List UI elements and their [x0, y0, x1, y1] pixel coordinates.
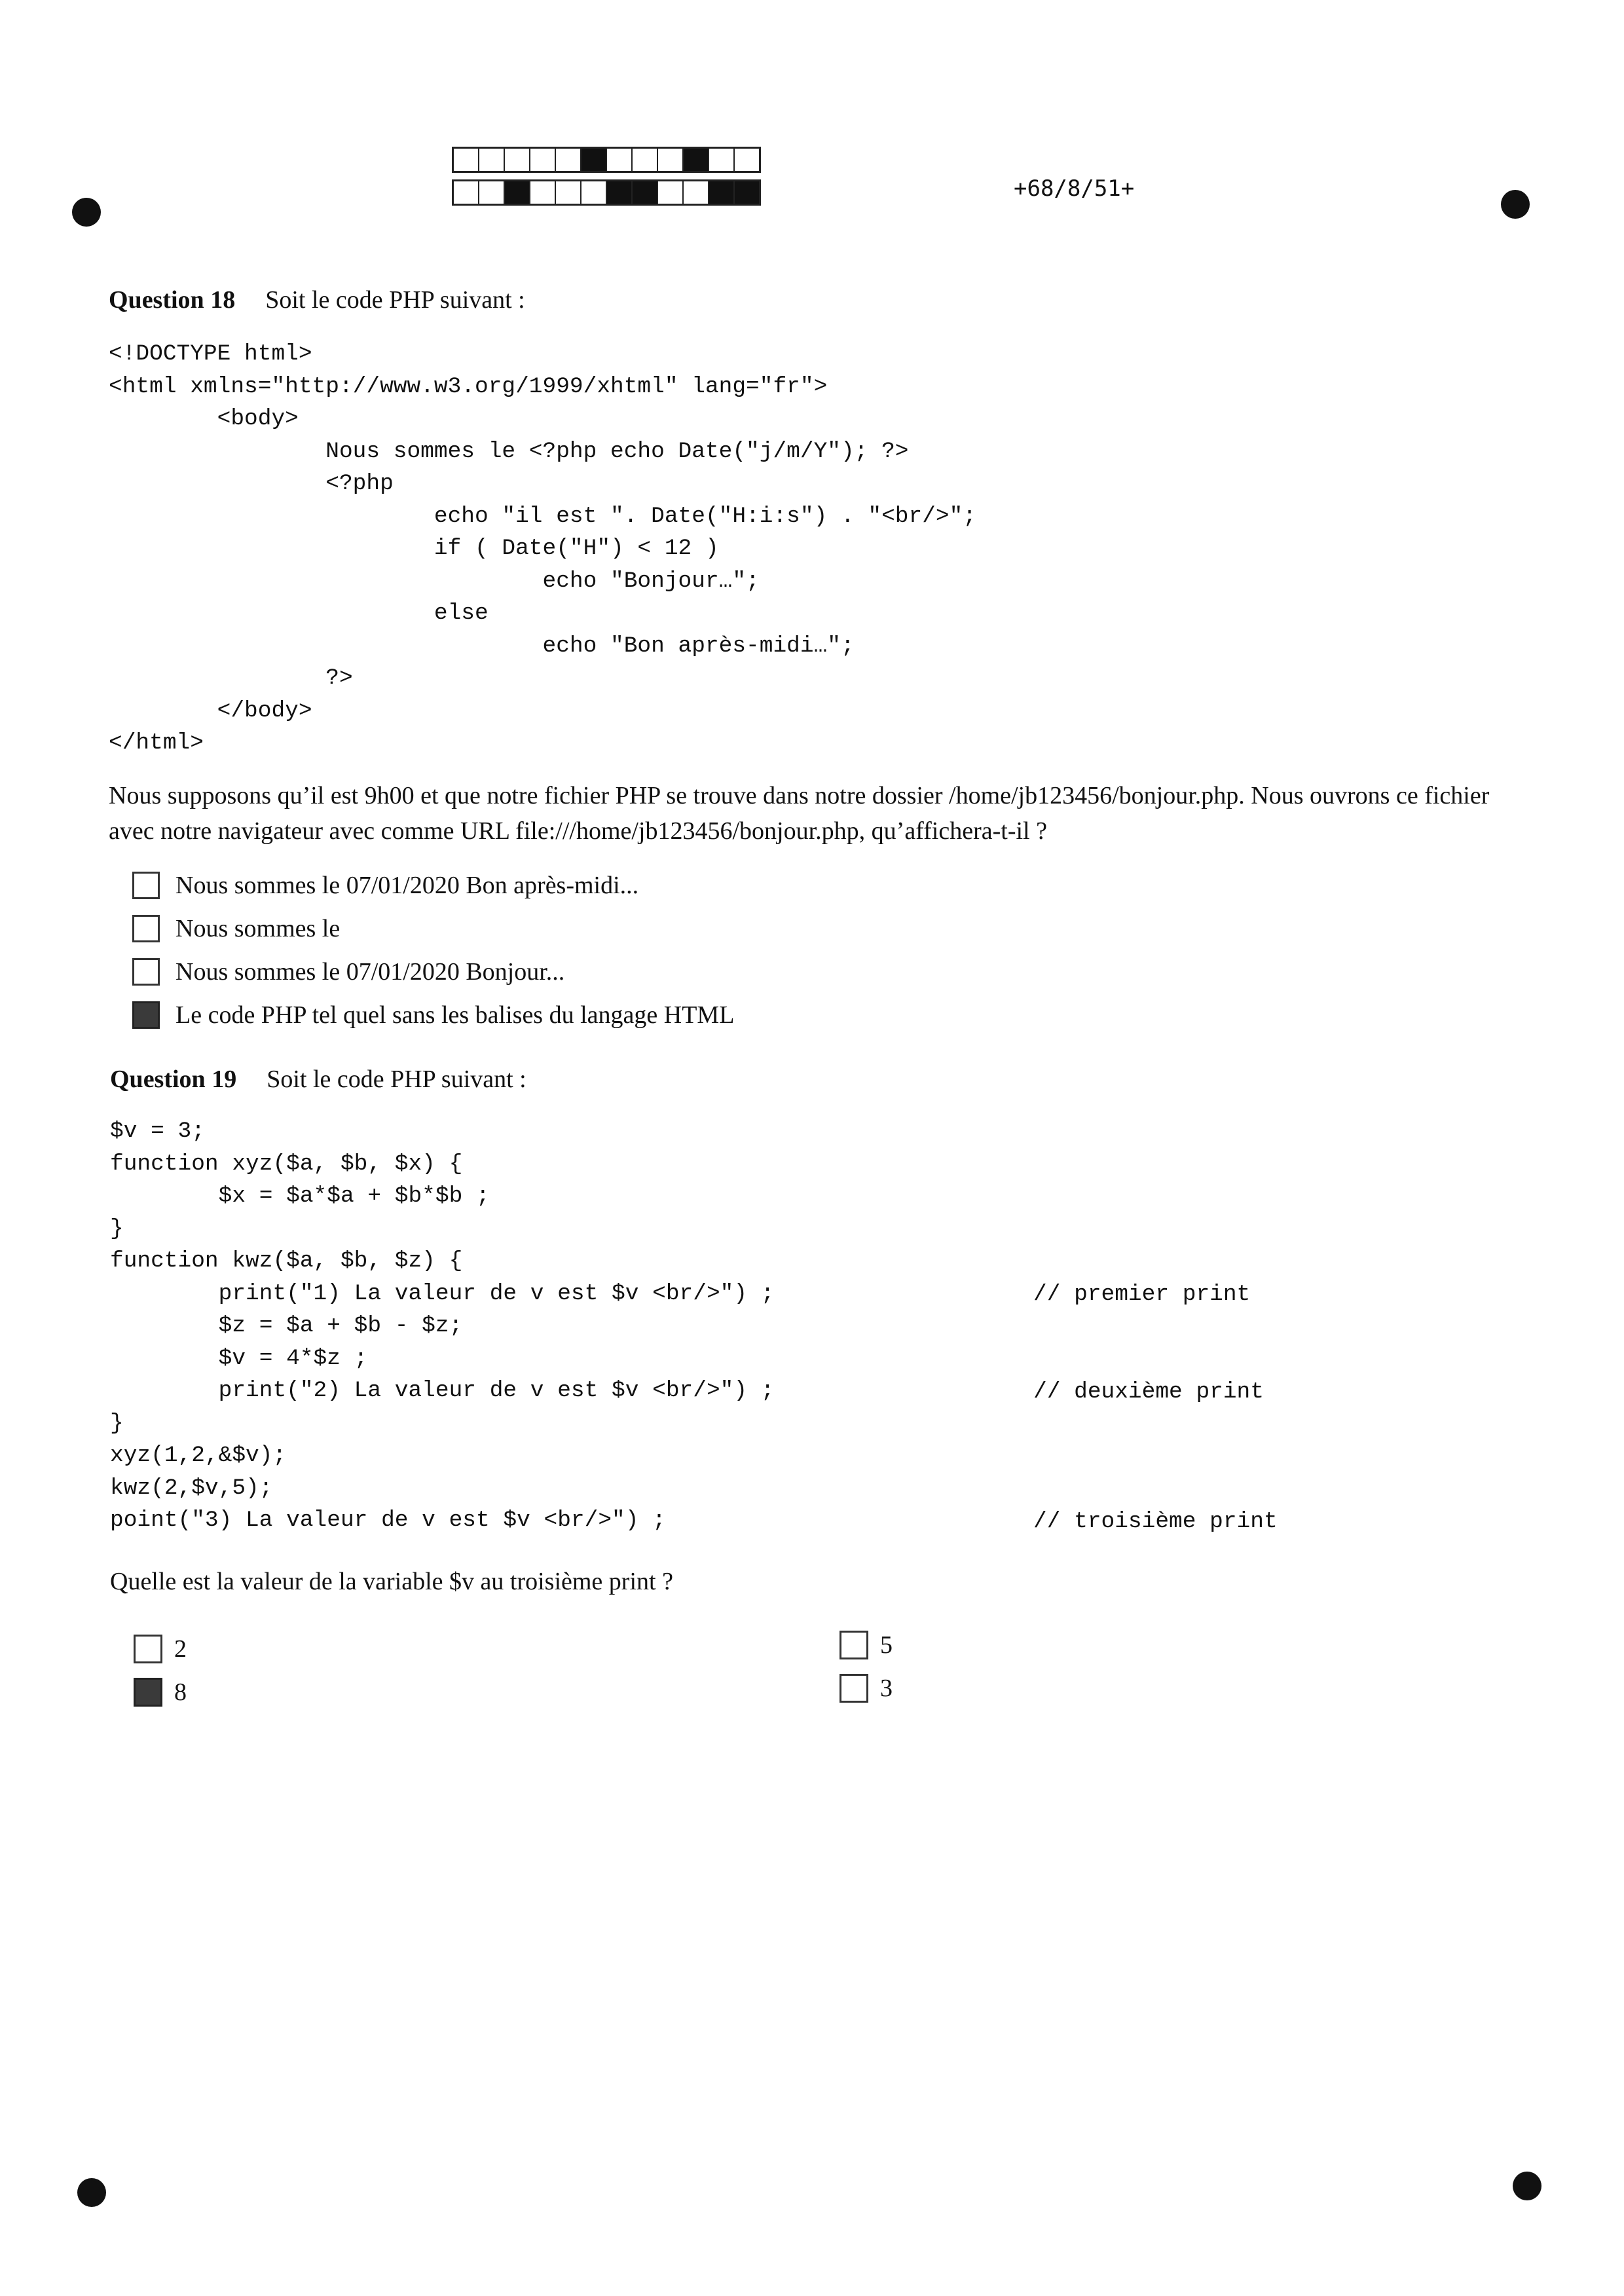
q18-option-3[interactable]	[132, 957, 564, 986]
id-code-cell	[530, 149, 556, 171]
q19-comment-second-print: // deuxième print	[1033, 1379, 1264, 1405]
q18-option-4-checkbox[interactable]	[132, 1001, 160, 1029]
q18-option-4-label: Le code PHP tel quel sans les balises du langage HTML	[175, 1001, 735, 1029]
q19-option-4[interactable]	[840, 1674, 893, 1703]
q19-option-2-checkbox[interactable]	[134, 1678, 162, 1707]
q19-option-4-label: 3	[880, 1675, 893, 1702]
q19-number: Question 19	[110, 1065, 237, 1093]
q18-option-1-checkbox[interactable]	[132, 872, 160, 899]
registration-mark-top-left	[72, 198, 101, 227]
q19-option-2[interactable]	[134, 1678, 187, 1707]
id-code-cell	[633, 149, 658, 171]
id-code-cell	[505, 181, 530, 204]
id-code-row-1	[452, 147, 761, 173]
id-code-cell	[479, 149, 505, 171]
q19-option-2-label: 8	[174, 1678, 187, 1706]
q19-header	[110, 1065, 526, 1094]
q19-option-3-checkbox[interactable]	[840, 1631, 868, 1659]
q19-comment-third-print: // troisième print	[1033, 1509, 1278, 1534]
q19-option-3-label: 5	[880, 1631, 893, 1659]
q19-option-1-label: 2	[174, 1635, 187, 1663]
id-code-cell	[607, 181, 633, 204]
q18-option-2-label: Nous sommes le	[175, 915, 341, 942]
q18-header	[109, 286, 525, 314]
id-code-cell	[454, 181, 479, 204]
q18-title: Soit le code PHP suivant :	[265, 286, 525, 314]
id-code-cell	[633, 181, 658, 204]
registration-mark-bottom-left	[77, 2178, 106, 2207]
id-code-cell	[709, 181, 735, 204]
id-code-cell	[530, 181, 556, 204]
registration-mark-bottom-right	[1513, 2172, 1541, 2200]
id-code-cell	[684, 181, 709, 204]
id-code-cell	[735, 149, 759, 171]
id-code-cell	[479, 181, 505, 204]
page-id: +68/8/51+	[1014, 176, 1135, 202]
q19-question-text: Quelle est la valeur de la variable $v au troisième print ?	[110, 1568, 673, 1595]
q18-option-2-checkbox[interactable]	[132, 915, 160, 942]
q18-question-text: Nous supposons qu’il est 9h00 et que notre fichier PHP se trouve dans notre dossier /home/jb123456/bonjour.php. Nous ouvrons ce fichier avec notre navigateur avec comme URL file:///home/jb123456/bonjour.php, qu’affichera-t-il ?	[109, 782, 1490, 845]
id-code-cell	[581, 149, 607, 171]
id-code-cell	[505, 149, 530, 171]
q19-title: Soit le code PHP suivant :	[267, 1065, 526, 1093]
q19-option-1[interactable]	[134, 1635, 187, 1663]
q19-option-1-checkbox[interactable]	[134, 1635, 162, 1663]
q19-comment-first-print: // premier print	[1033, 1282, 1251, 1307]
q19-option-4-checkbox[interactable]	[840, 1674, 868, 1703]
id-code-cell	[556, 149, 581, 171]
id-code-cell	[658, 181, 684, 204]
q18-option-3-label: Nous sommes le 07/01/2020 Bonjour...	[175, 958, 565, 986]
q19-option-3[interactable]	[840, 1631, 893, 1659]
q18-option-4[interactable]	[132, 1001, 734, 1029]
id-code-row-2	[452, 179, 761, 206]
id-code-cell	[684, 149, 709, 171]
q18-number: Question 18	[109, 286, 236, 314]
q18-option-1[interactable]	[132, 871, 638, 900]
id-code-cell	[709, 149, 735, 171]
id-code-cell	[454, 149, 479, 171]
id-code-cell	[556, 181, 581, 204]
q18-option-1-label: Nous sommes le 07/01/2020 Bon après-midi...	[175, 872, 639, 899]
registration-mark-top-right	[1501, 190, 1530, 219]
q18-option-2[interactable]	[132, 914, 340, 943]
q18-option-3-checkbox[interactable]	[132, 958, 160, 986]
id-code-cell	[581, 181, 607, 204]
id-code-cell	[735, 181, 759, 204]
q18-code-block: <!DOCTYPE html> <html xmlns="http://www.w3.org/1999/xhtml" lang="fr"> <body> Nous sommes le <?php echo Date("j/m/Y"); ?> <?php echo "il est ". Date("H:i:s") . "<br/>"; if ( Date("H") < 12 ) echo "Bonjour…"; else echo "Bon après-midi…"; ?> </body> </html>	[109, 341, 977, 756]
q19-code-block: $v = 3; function xyz($a, $b, $x) { $x = $a*$a + $b*$b ; } function kwz($a, $b, $z) { print("1) La valeur de v est $v <br/>") ; $z = $a + $b - $z; $v = 4*$z ; print("2) La valeur de v est $v <br/>") ; } xyz(1,2,&$v); kwz(2,$v,5); point("3) La valeur de v est $v <br/>") ;	[110, 1119, 775, 1533]
id-code-cell	[607, 149, 633, 171]
id-code-cell	[658, 149, 684, 171]
